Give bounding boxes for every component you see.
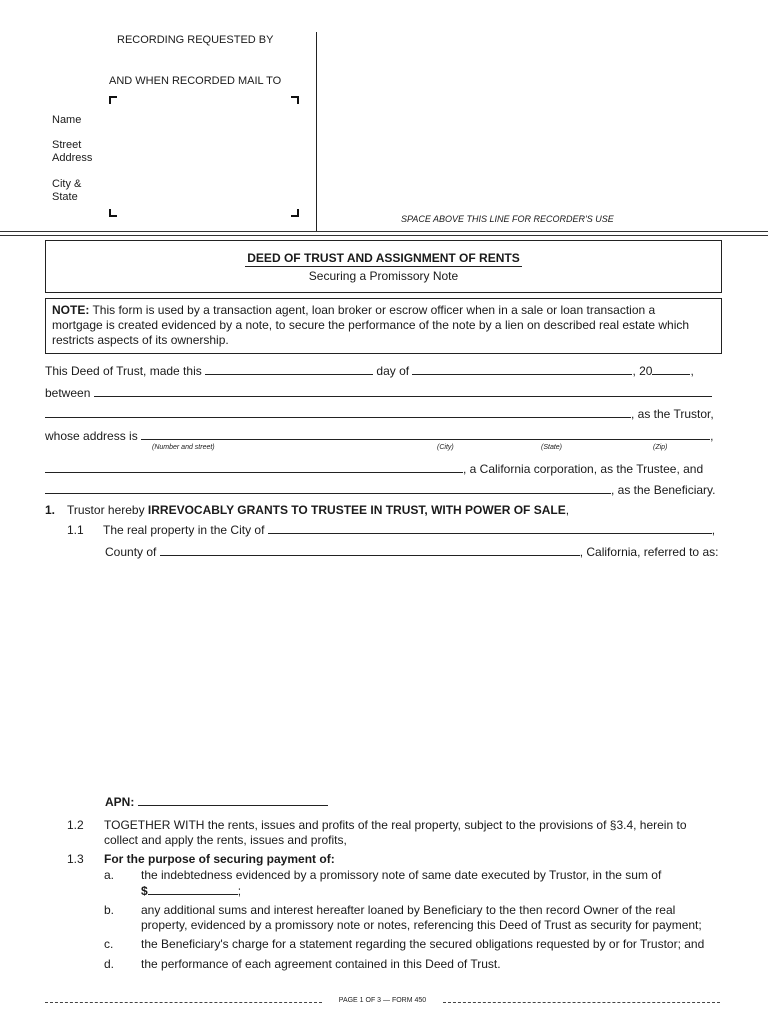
document-title: DEED OF TRUST AND ASSIGNMENT OF RENTS xyxy=(247,251,520,265)
beneficiary-name-field[interactable] xyxy=(45,482,611,494)
item-a-dollar-sign: $ xyxy=(141,884,148,898)
item-c-letter: c. xyxy=(104,937,114,951)
section-1-comma: , xyxy=(565,503,570,517)
document-subtitle: Securing a Promissory Note xyxy=(308,269,459,283)
trustor-name-field-2[interactable] xyxy=(45,406,631,418)
note-amount-field[interactable] xyxy=(148,883,238,895)
section-1-grant-text: IRREVOCABLY GRANTS TO TRUSTEE IN TRUST, WITH POWER OF SALE xyxy=(147,503,566,517)
recorder-rule-bottom xyxy=(0,235,768,236)
section-1-3-number: 1.3 xyxy=(67,852,84,866)
item-c-text: the Beneficiary's charge for a statement regarding the secured obligations requested by or for Trustor; and xyxy=(141,937,705,951)
beneficiary-line xyxy=(45,482,723,497)
note-line-1: This form is used by a transaction agent, loan broker or escrow officer when in a sale or loan transaction a xyxy=(89,303,656,317)
item-b-line-1: any additional sums and interest hereafter loaned by Beneficiary to the then record Owner of the real xyxy=(141,903,676,917)
county-line xyxy=(105,544,718,559)
title-box xyxy=(45,240,722,293)
note-label: NOTE: xyxy=(52,303,90,317)
recorder-use-note: SPACE ABOVE THIS LINE FOR RECORDER'S USE xyxy=(401,214,614,224)
section-1 xyxy=(45,503,569,517)
state-label: State xyxy=(52,191,78,203)
as-trustee-label: , a California corporation, as the Trustee, and xyxy=(463,462,704,476)
header-divider xyxy=(316,32,317,232)
trustor-line xyxy=(45,406,723,421)
section-1-3 xyxy=(67,852,335,866)
property-county-field[interactable] xyxy=(160,544,580,556)
note-text xyxy=(52,303,715,348)
recording-requested-by: RECORDING REQUESTED BY xyxy=(117,34,274,46)
note-box xyxy=(45,298,722,354)
deed-date-line: This Deed of Trust, made this day of , 20 , xyxy=(45,364,694,378)
trustor-address-field[interactable] xyxy=(141,428,710,440)
item-a xyxy=(104,868,661,899)
between-label: between xyxy=(45,386,91,400)
item-a-semicolon: ; xyxy=(237,884,242,898)
address-zip-caption: (Zip) xyxy=(653,444,668,451)
name-label: Name xyxy=(52,114,82,126)
property-city-field[interactable] xyxy=(268,522,712,534)
item-d xyxy=(104,957,501,971)
street-label: Street xyxy=(52,139,82,151)
city-label: City & xyxy=(52,178,82,190)
recorder-rule-top xyxy=(0,231,768,232)
date-day-field[interactable] xyxy=(205,363,373,375)
section-1-1-number: 1.1 xyxy=(67,523,84,537)
apn-label: APN: xyxy=(105,795,135,809)
section-1-2-line-1: TOGETHER WITH the rents, issues and profits of the real property, subject to the provisions of §3.4, herein to xyxy=(104,818,687,832)
section-1-2 xyxy=(67,818,687,848)
footer-dash-right xyxy=(443,1002,720,1003)
item-d-text: the performance of each agreement contained in this Deed of Trust. xyxy=(141,957,501,971)
section-1-3-heading: For the purpose of securing payment of: xyxy=(104,852,335,866)
note-line-3: restricts aspects of its ownership. xyxy=(52,333,229,347)
date-year-field[interactable] xyxy=(652,363,690,375)
page-footer xyxy=(45,997,720,1004)
item-c xyxy=(104,937,704,951)
item-a-text: the indebtedness evidenced by a promissory note of same date executed by Trustor, in the sum of xyxy=(141,868,662,882)
item-b-line-2: property, evidenced by a promissory note or notes, referencing this Deed of Trust as security for payment; xyxy=(141,918,702,932)
item-b-letter: b. xyxy=(104,903,115,917)
address-number-street-caption: (Number and street) xyxy=(152,444,215,451)
note-line-2: mortgage is created evidenced by a note, to secure the performance of the note by a lien on described real estate which xyxy=(52,318,690,332)
footer-page-info: PAGE 1 OF 3 — FORM 450 xyxy=(336,997,429,1004)
apn-field[interactable] xyxy=(138,794,328,806)
section-1-2-line-2: collect and apply the rents, issues and profits, xyxy=(104,833,347,847)
corner-mark-bottom-left xyxy=(109,209,117,217)
corner-mark-bottom-right xyxy=(291,209,299,217)
footer-dash-left xyxy=(45,1002,322,1003)
california-referred-label: , California, referred to as: xyxy=(579,545,719,559)
as-trustor-label: , as the Trustor, xyxy=(631,407,714,421)
date-month-field[interactable] xyxy=(412,363,632,375)
section-1-2-number: 1.2 xyxy=(67,818,84,832)
address-label: Address xyxy=(52,152,93,164)
as-beneficiary-label: , as the Beneficiary. xyxy=(611,483,716,497)
real-property-city-label: The real property in the City of xyxy=(103,523,265,537)
section-1-1: 1.1 The real property in the City of , xyxy=(67,523,716,537)
county-of-label: County of xyxy=(105,545,157,559)
between-line xyxy=(45,385,723,400)
when-recorded-mail-to: AND WHEN RECORDED MAIL TO xyxy=(109,75,282,87)
item-d-letter: d. xyxy=(104,957,115,971)
corner-mark-top-right xyxy=(291,96,299,104)
section-1-number: 1. xyxy=(45,503,56,517)
address-line: whose address is , xyxy=(45,429,714,443)
section-1-intro: Trustor hereby xyxy=(67,503,148,517)
trustor-name-field-1[interactable] xyxy=(94,385,712,397)
whose-address-label: whose address is xyxy=(45,429,138,443)
address-state-caption: (State) xyxy=(541,444,563,451)
trustee-name-field[interactable] xyxy=(45,461,463,473)
item-b xyxy=(104,903,702,933)
made-this-label: This Deed of Trust, made this xyxy=(45,364,202,378)
item-a-letter: a. xyxy=(104,868,115,882)
corner-mark-top-left xyxy=(109,96,117,104)
trustee-line xyxy=(45,461,723,476)
year-prefix-label: , 20 xyxy=(632,364,653,378)
apn-line xyxy=(105,794,328,809)
day-of-label: day of xyxy=(376,364,410,378)
address-city-caption: (City) xyxy=(437,444,454,451)
